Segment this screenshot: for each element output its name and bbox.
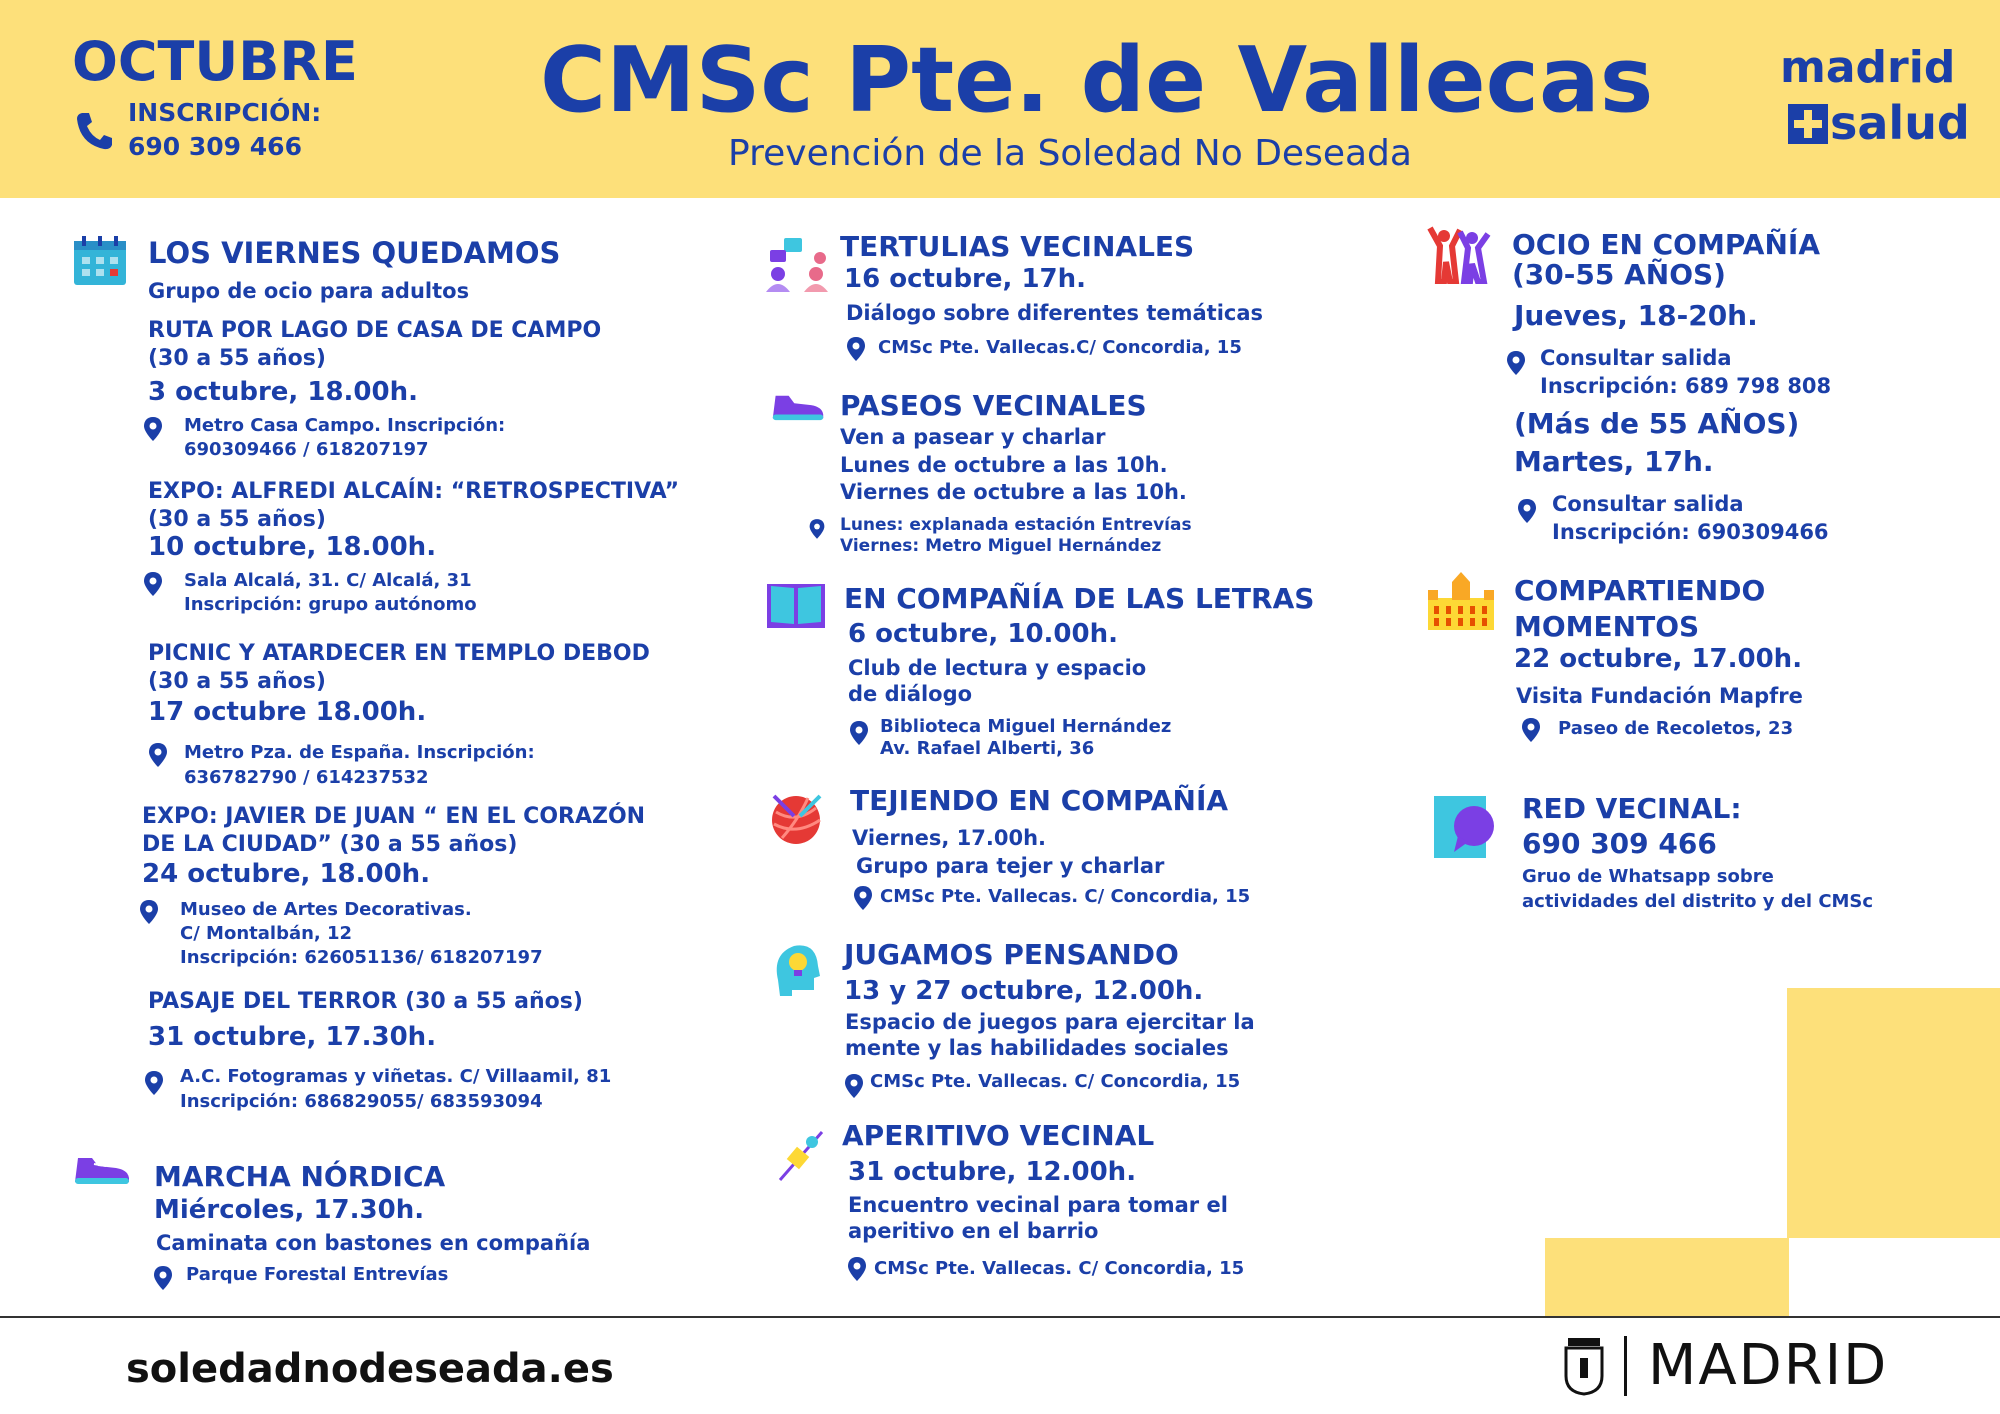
compartiendo-title-2: MOMENTOS — [1514, 610, 1700, 643]
jugamos-desc-1: Espacio de juegos para ejercitar la — [845, 1010, 1255, 1034]
viernes-subtitle: Grupo de ocio para adultos — [148, 279, 470, 303]
event-2-place-2: Inscripción: grupo autónomo — [184, 594, 477, 615]
phone-icon — [74, 110, 114, 152]
yarn-ball-icon — [768, 790, 826, 848]
footer-city: MADRID — [1648, 1333, 1889, 1398]
event-4-date: 24 octubre, 18.00h. — [142, 859, 431, 889]
tertulias-place: CMSc Pte. Vallecas.C/ Concordia, 15 — [878, 337, 1242, 358]
event-4-name: EXPO: JAVIER DE JUAN “ EN EL CORAZÓN — [142, 804, 646, 829]
aperitivo-desc-1: Encuentro vecinal para tomar el — [848, 1193, 1228, 1217]
event-3-place-2: 636782790 / 614237532 — [184, 767, 429, 788]
aperitivo-title: APERITIVO VECINAL — [842, 1119, 1155, 1152]
brand-plus-icon — [1788, 104, 1828, 144]
paseos-line-1: Ven a pasear y charlar — [840, 425, 1106, 449]
jugamos-title: JUGAMOS PENSANDO — [844, 938, 1179, 971]
page-title: CMSc Pte. de Vallecas — [540, 28, 1654, 133]
red-title: RED VECINAL: — [1522, 792, 1742, 825]
letras-desc-2: de diálogo — [848, 682, 973, 706]
footer-divider — [0, 1316, 2000, 1318]
tertulias-date: 16 octubre, 17h. — [844, 264, 1087, 294]
event-4-age: DE LA CIUDAD” (30 a 55 años) — [142, 832, 518, 857]
ocio-place-1b: Inscripción: 689 798 808 — [1540, 374, 1832, 398]
jugamos-desc-2: mente y las habilidades sociales — [845, 1036, 1229, 1060]
ocio-place-2b: Inscripción: 690309466 — [1552, 520, 1829, 544]
letras-place-2: Av. Rafael Alberti, 36 — [880, 738, 1095, 759]
location-pin-icon — [147, 742, 169, 768]
madrid-coat-of-arms-icon — [1562, 1336, 1606, 1396]
paseos-line-2: Lunes de octubre a las 10h. — [840, 453, 1168, 477]
red-desc-2: actividades del distrito y del CMSc — [1522, 891, 1874, 912]
footer-website: soledadnodeseada.es — [126, 1346, 614, 1392]
dancing-people-icon — [1424, 226, 1492, 284]
brand-salud: salud — [1830, 96, 1970, 150]
location-pin-icon — [142, 416, 164, 442]
paseos-title: PASEOS VECINALES — [840, 389, 1147, 422]
ocio-title-2: (30-55 AÑOS) — [1512, 258, 1726, 291]
event-3-date: 17 octubre 18.00h. — [148, 697, 427, 727]
brand-madrid: madrid — [1780, 42, 1956, 93]
compartiendo-desc: Visita Fundación Mapfre — [1516, 684, 1803, 708]
ocio-date-1: Jueves, 18-20h. — [1514, 299, 1758, 332]
book-icon — [765, 580, 827, 632]
ocio-title-1: OCIO EN COMPAÑÍA — [1512, 228, 1820, 261]
event-1-place-2: 690309466 / 618207197 — [184, 439, 429, 460]
inscription-block — [128, 96, 321, 164]
compartiendo-place: Paseo de Recoletos, 23 — [1558, 718, 1794, 739]
event-1-date: 3 octubre, 18.00h. — [148, 377, 418, 407]
event-4-place-2: C/ Montalbán, 12 — [180, 923, 353, 944]
jugamos-date: 13 y 27 octubre, 12.00h. — [844, 976, 1204, 1006]
compartiendo-date: 22 octubre, 17.00h. — [1514, 644, 1803, 674]
tejiendo-place: CMSc Pte. Vallecas. C/ Concordia, 15 — [880, 886, 1251, 907]
location-pin-icon — [843, 1073, 865, 1099]
tertulias-title: TERTULIAS VECINALES — [840, 230, 1195, 263]
skewer-icon — [776, 1128, 826, 1184]
aperitivo-desc-2: aperitivo en el barrio — [848, 1219, 1099, 1243]
location-pin-icon — [1520, 717, 1542, 743]
event-5-date: 31 octubre, 17.30h. — [148, 1022, 437, 1052]
location-pin-icon — [142, 571, 164, 597]
decor-block-lower — [1545, 1238, 1789, 1316]
ocio-date-2: Martes, 17h. — [1514, 445, 1714, 478]
event-1-place-1: Metro Casa Campo. Inscripción: — [184, 415, 506, 436]
location-pin-icon — [1516, 498, 1538, 524]
jugamos-place: CMSc Pte. Vallecas. C/ Concordia, 15 — [870, 1071, 1241, 1092]
ocio-place-1a: Consultar salida — [1540, 346, 1732, 370]
sneaker-icon — [72, 1152, 132, 1188]
calendar-icon — [72, 235, 128, 287]
event-4-place-1: Museo de Artes Decorativas. — [180, 899, 472, 920]
tejiendo-title: TEJIENDO EN COMPAÑÍA — [850, 784, 1229, 817]
location-pin-icon — [808, 518, 826, 540]
marcha-title: MARCHA NÓRDICA — [154, 1160, 446, 1193]
location-pin-icon — [846, 1256, 868, 1282]
people-chat-icon — [762, 236, 834, 294]
event-2-date: 10 octubre, 18.00h. — [148, 532, 437, 562]
palace-icon — [1424, 572, 1498, 632]
compartiendo-title-1: COMPARTIENDO — [1514, 574, 1766, 607]
sneaker-icon — [770, 390, 826, 424]
ocio-place-2a: Consultar salida — [1552, 492, 1744, 516]
month-title: OCTUBRE — [72, 30, 358, 93]
event-2-age: (30 a 55 años) — [148, 507, 326, 532]
viernes-title: LOS VIERNES QUEDAMOS — [148, 236, 561, 270]
event-2-place-1: Sala Alcalá, 31. C/ Alcalá, 31 — [184, 570, 472, 591]
event-3-age: (30 a 55 años) — [148, 669, 326, 694]
letras-date: 6 octubre, 10.00h. — [848, 619, 1118, 649]
event-4-place-3: Inscripción: 626051136/ 618207197 — [180, 947, 543, 968]
decor-block-upper — [1787, 988, 2000, 1238]
event-1-age: (30 a 55 años) — [148, 346, 326, 371]
event-5-place-1: A.C. Fotogramas y viñetas. C/ Villaamil, 81 — [180, 1066, 612, 1087]
ocio-title-3: (Más de 55 AÑOS) — [1514, 407, 1800, 440]
tejiendo-desc: Grupo para tejer y charlar — [856, 854, 1165, 878]
marcha-desc: Caminata con bastones en compañía — [156, 1231, 591, 1255]
letras-title: EN COMPAÑÍA DE LAS LETRAS — [844, 582, 1315, 615]
event-5-place-2: Inscripción: 686829055/ 683593094 — [180, 1091, 543, 1112]
location-pin-icon — [848, 720, 870, 746]
event-3-name: PICNIC Y ATARDECER EN TEMPLO DEBOD — [148, 641, 650, 666]
paseos-line-3: Viernes de octubre a las 10h. — [840, 480, 1187, 504]
event-5-name: PASAJE DEL TERROR (30 a 55 años) — [148, 989, 583, 1014]
event-1-name: RUTA POR LAGO DE CASA DE CAMPO — [148, 318, 602, 343]
page-subtitle: Prevención de la Soledad No Deseada — [728, 133, 1412, 174]
chat-bubble-icon — [1434, 796, 1494, 860]
event-2-name: EXPO: ALFREDI ALCAÍN: “RETROSPECTIVA” — [148, 479, 680, 504]
marcha-place: Parque Forestal Entrevías — [186, 1264, 449, 1285]
aperitivo-place: CMSc Pte. Vallecas. C/ Concordia, 15 — [874, 1258, 1245, 1279]
location-pin-icon — [152, 1265, 174, 1291]
tertulias-desc: Diálogo sobre diferentes temáticas — [846, 301, 1264, 325]
location-pin-icon — [845, 336, 867, 362]
location-pin-icon — [852, 885, 874, 911]
paseos-place-1: Lunes: explanada estación Entrevías — [840, 515, 1192, 535]
head-idea-icon — [770, 940, 822, 998]
red-desc-1: Gruo de Whatsapp sobre — [1522, 866, 1774, 887]
footer-separator — [1624, 1336, 1627, 1396]
location-pin-icon — [143, 1070, 165, 1096]
tejiendo-date: Viernes, 17.00h. — [852, 826, 1047, 850]
aperitivo-date: 31 octubre, 12.00h. — [848, 1157, 1137, 1187]
inscription-label: INSCRIPCIÓN: — [128, 98, 322, 127]
location-pin-icon — [1505, 350, 1527, 376]
letras-place-1: Biblioteca Miguel Hernández — [880, 716, 1172, 737]
paseos-place-2: Viernes: Metro Miguel Hernández — [840, 536, 1162, 556]
letras-desc-1: Club de lectura y espacio — [848, 656, 1147, 680]
location-pin-icon — [138, 899, 160, 925]
event-3-place-1: Metro Pza. de España. Inscripción: — [184, 742, 535, 763]
red-phone: 690 309 466 — [1522, 827, 1717, 860]
inscription-phone: 690 309 466 — [128, 132, 302, 161]
marcha-date: Miércoles, 17.30h. — [154, 1195, 425, 1225]
